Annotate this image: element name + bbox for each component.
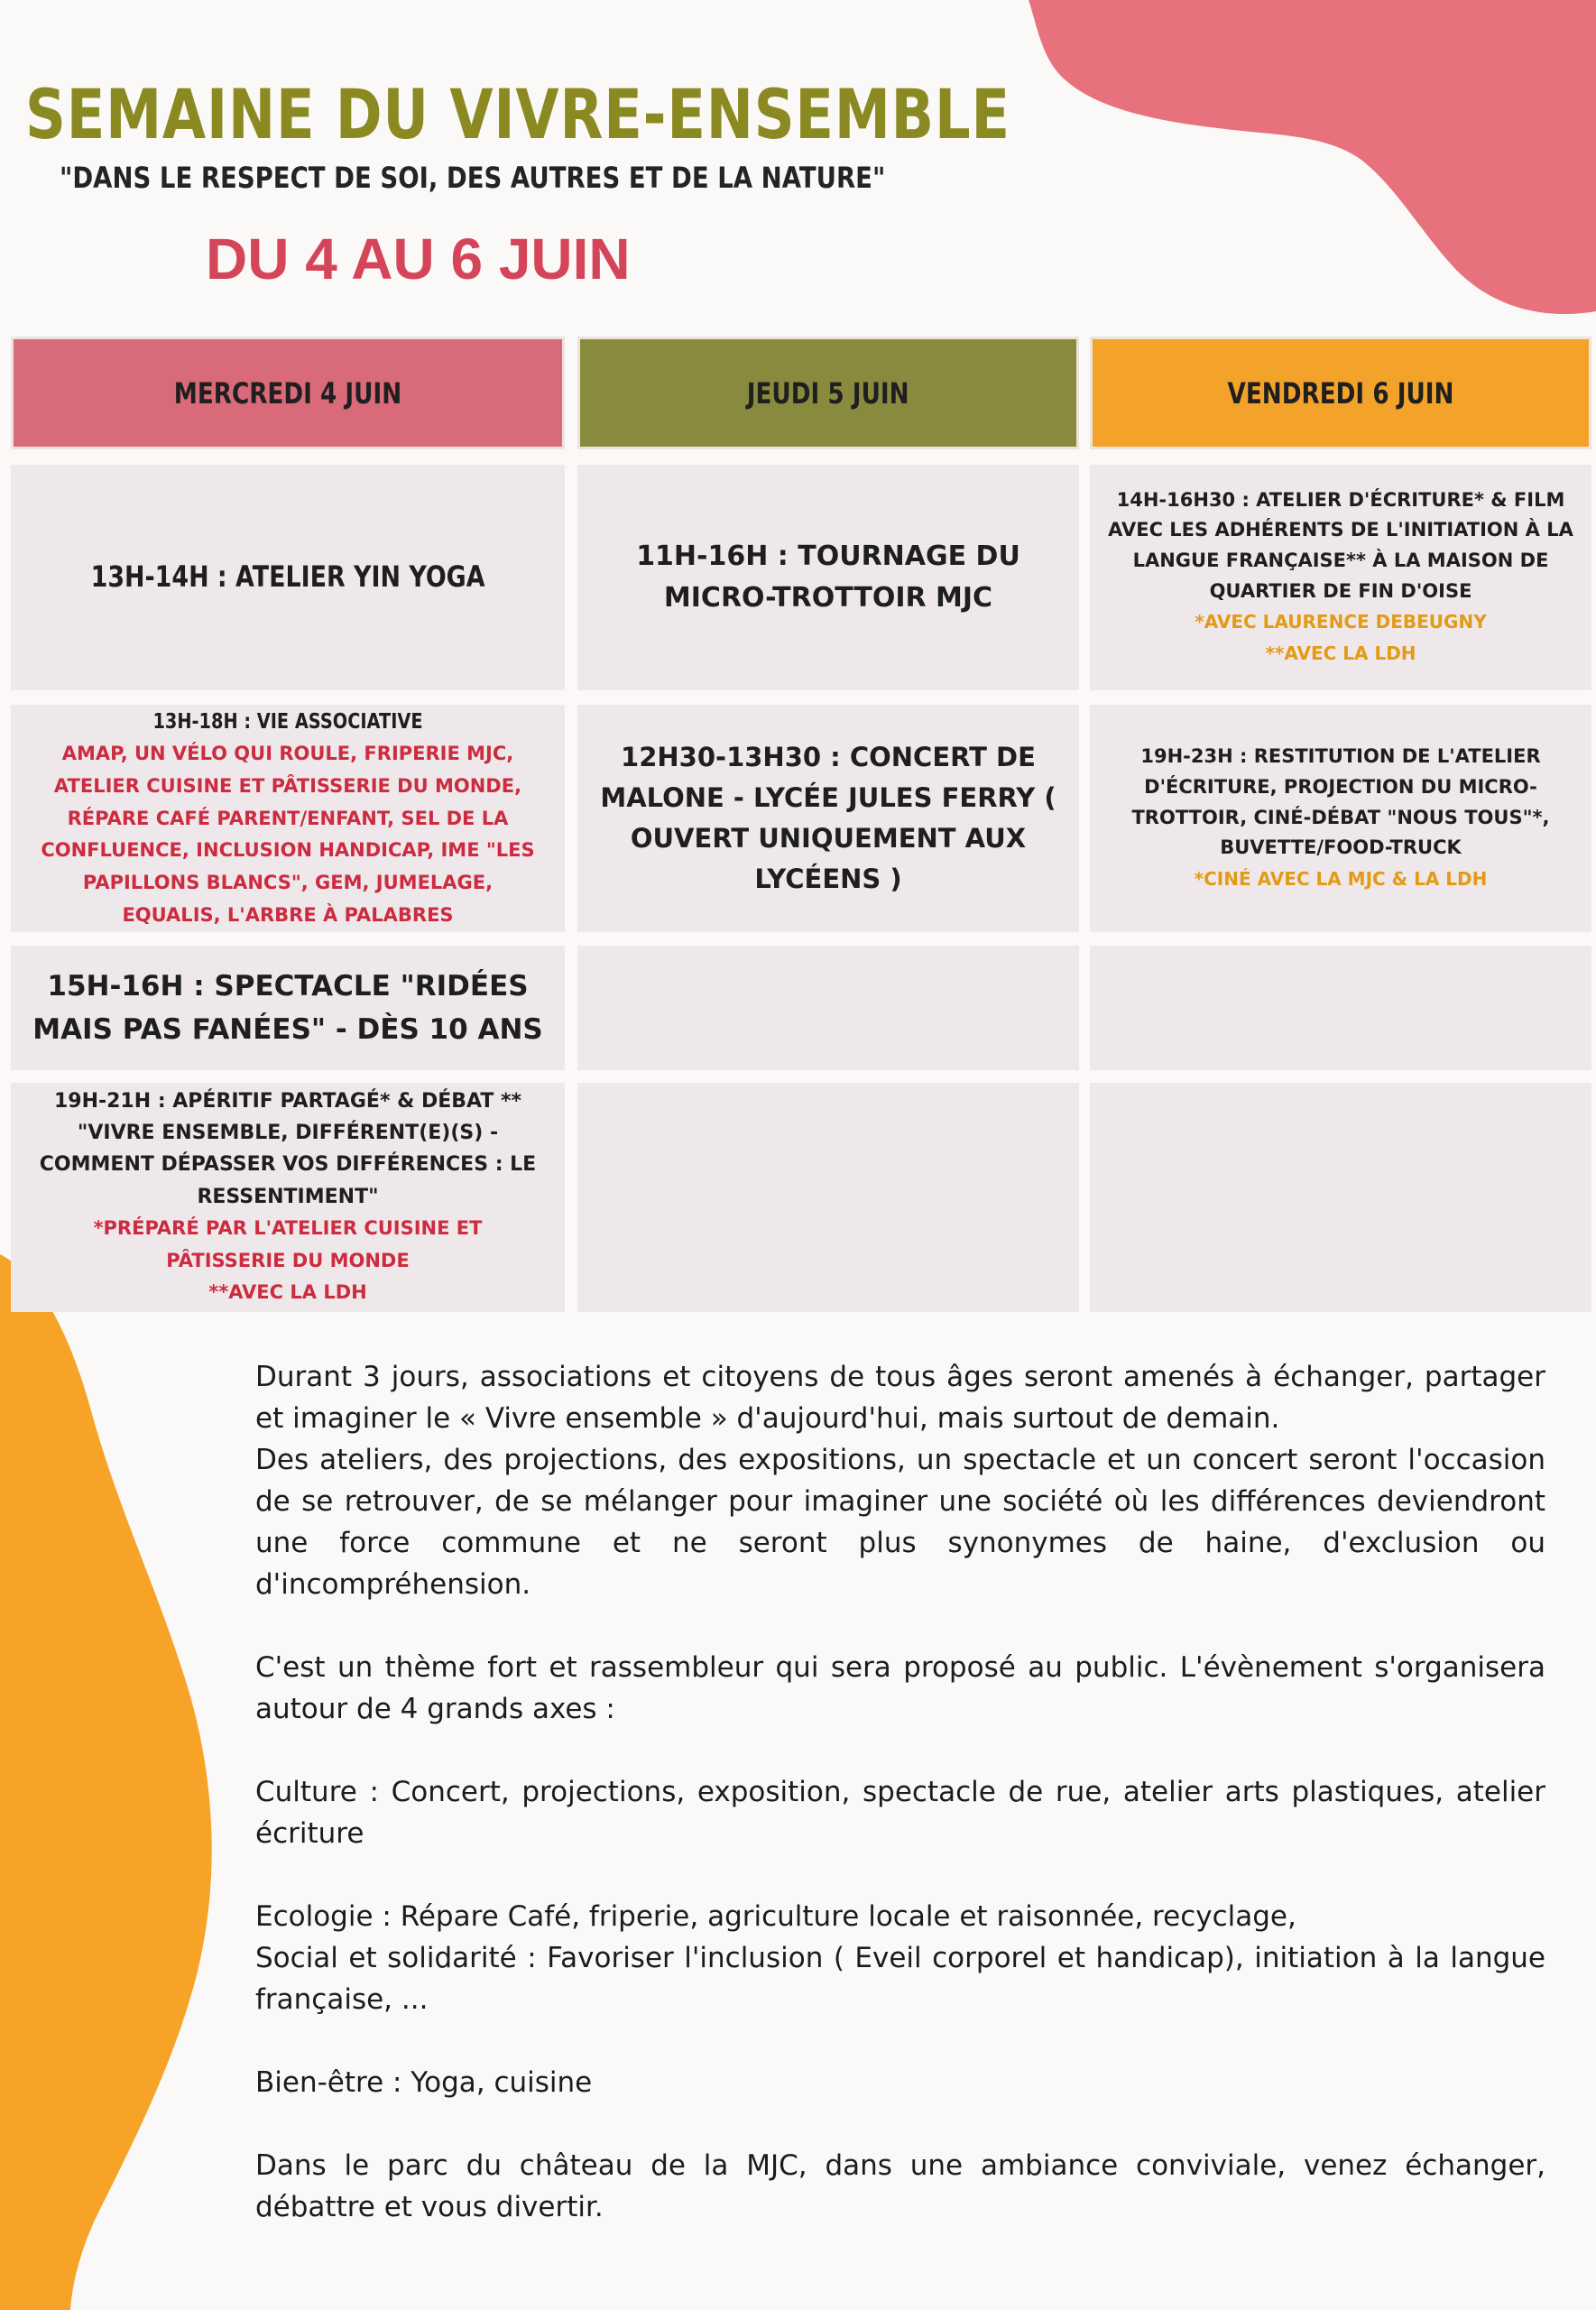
schedule-cell-fri-3	[1090, 946, 1591, 1070]
orange-blob-decoration	[0, 1254, 262, 2310]
day-header-wednesday: MERCREDI 4 JUIN	[11, 337, 565, 449]
schedule-cell-fri-2	[1090, 705, 1591, 932]
paragraph: Bien-être : Yoga, cuisine	[255, 2066, 593, 2099]
schedule-cell-wed-1	[11, 465, 565, 690]
schedule-cell-fri-4	[1090, 1083, 1591, 1312]
day-header-thursday: JEUDI 5 JUIN	[577, 337, 1079, 449]
schedule-cell-wed-3	[11, 946, 565, 1070]
paragraph: Durant 3 jours, associations et citoyens de tous âges seront amenés à échanger, partager et imaginer le « Vivre ensemble » d'aujourd'hui, mais surtout de demain.	[255, 1361, 1545, 1435]
event-title: 19H-21H : APÉRITIF PARTAGÉ* & DÉBAT ** "VIVRE ENSEMBLE, DIFFÉRENT(E)(S) - COMMENT DÉPASSER VOS DIFFÉRENCES : LE RESSENTIMENT"	[39, 1090, 537, 1208]
paragraph: C'est un thème fort et rassembleur qui sera proposé au public. L'évènement s'organisera autour de 4 grands axes :	[255, 1651, 1545, 1725]
paragraph: Dans le parc du château de la MJC, dans une ambiance conviviale, venez échanger, débattre et vous divertir.	[255, 2149, 1545, 2223]
schedule-cell-thu-3	[577, 946, 1079, 1070]
event-note: *AVEC LAURENCE DEBEUGNY	[1195, 611, 1487, 633]
event-title: 12H30-13H30 : CONCERT DE MALONE - LYCÉE JULES FERRY ( OUVERT UNIQUEMENT AUX LYCÉENS )	[600, 742, 1056, 894]
event-note: *PRÉPARÉ PAR L'ATELIER CUISINE ET PÂTISSERIE DU MONDE	[93, 1216, 483, 1271]
event-note: *CINÉ AVEC LA MJC & LA LDH	[1194, 867, 1488, 890]
event-title: 19H-23H : RESTITUTION DE L'ATELIER D'ÉCRITURE, PROJECTION DU MICRO-TROTTOIR, CINÉ-DÉBAT "NOUS TOUS"*, BUVETTE/FOOD-TRUCK	[1131, 745, 1550, 859]
schedule-cell-thu-4	[577, 1083, 1079, 1312]
event-title: 14H-16H30 : ATELIER D'ÉCRITURE* & FILM AVEC LES ADHÉRENTS DE L'INITIATION À LA LANGUE FRANÇAISE** À LA MAISON DE QUARTIER DE FIN D'OISE	[1108, 488, 1573, 602]
event-dates: DU 4 AU 6 JUIN	[206, 226, 631, 291]
paragraph: Ecologie : Répare Café, friperie, agriculture locale et raisonnée, recyclage,	[255, 1900, 1296, 1933]
schedule-cell-thu-1	[577, 465, 1079, 690]
event-title: 13H-18H : VIE ASSOCIATIVE	[152, 709, 423, 734]
day-header-friday: VENDREDI 6 JUIN	[1090, 337, 1591, 449]
event-title: 13H-14H : ATELIER YIN YOGA	[90, 559, 485, 595]
schedule-cell-wed-2	[11, 705, 565, 932]
event-description	[255, 1356, 1545, 2228]
paragraph: Social et solidarité : Favoriser l'inclusion ( Eveil corporel et handicap), initiation à la langue française, ...	[255, 1942, 1545, 2016]
event-note: **AVEC LA LDH	[208, 1281, 367, 1304]
subtitle: "DANS LE RESPECT DE SOI, DES AUTRES ET DE LA NATURE"	[60, 161, 886, 195]
paragraph: Culture : Concert, projections, exposition, spectacle de rue, atelier arts plastiques, atelier écriture	[255, 1776, 1545, 1850]
event-title: 11H-16H : TOURNAGE DU MICRO-TROTTOIR MJC	[636, 540, 1020, 614]
paragraph: Des ateliers, des projections, des expositions, un spectacle et un concert seront l'occasion de se retrouver, de se mélanger pour imaginer une société où les différences deviendront une force commune et ne seront plus synonymes de haine, d'exclusion ou d'incompréhension.	[255, 1444, 1545, 1601]
schedule-cell-thu-2	[577, 705, 1079, 932]
event-title: 15H-16H : SPECTACLE "RIDÉES MAIS PAS FANÉES" - DÈS 10 ANS	[32, 969, 543, 1046]
pink-blob-decoration	[974, 0, 1596, 325]
event-note: **AVEC LA LDH	[1265, 642, 1416, 665]
event-detail: AMAP, UN VÉLO QUI ROULE, FRIPERIE MJC, ATELIER CUISINE ET PÂTISSERIE DU MONDE, RÉPARE CAFÉ PARENT/ENFANT, SEL DE LA CONFLUENCE, INCLUSION HANDICAP, IME "LES PAPILLONS BLANCS", GEM, JUMELAGE, EQUALIS, L'ARBRE À PALABRES	[41, 743, 535, 926]
schedule-cell-fri-1	[1090, 465, 1591, 690]
page-title: SEMAINE DU VIVRE-ENSEMBLE	[25, 74, 1010, 154]
schedule-cell-wed-4	[11, 1083, 565, 1312]
